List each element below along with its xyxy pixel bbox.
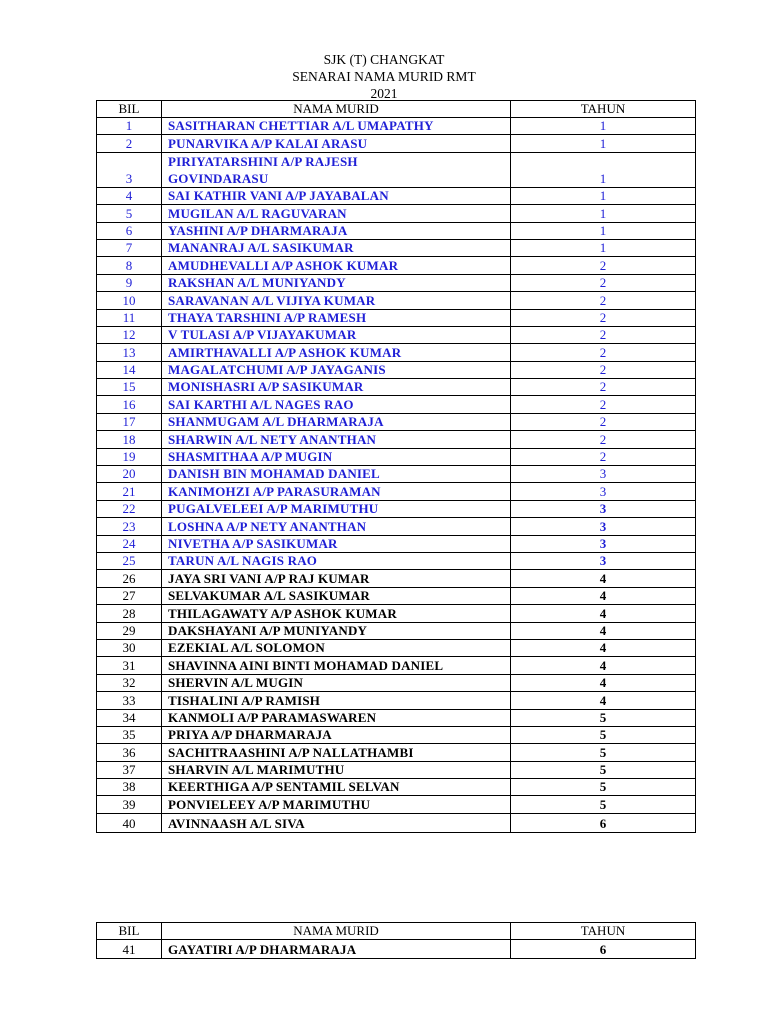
student-name-cell: MUGILAN A/L RAGUVARAN (162, 205, 511, 222)
table-row (97, 587, 696, 604)
table-row (97, 309, 696, 326)
bil-cell: 29 (97, 622, 162, 639)
bil-cell: 20 (97, 466, 162, 483)
student-name-cell (162, 152, 511, 187)
table-row (97, 657, 696, 674)
bil-cell: 10 (97, 292, 162, 309)
bil-cell: 32 (97, 674, 162, 691)
student-name-cell: DANISH BIN MOHAMAD DANIEL (162, 466, 511, 483)
table-row (97, 431, 696, 448)
table-row (97, 292, 696, 309)
student-name-cell: THILAGAWATY A/P ASHOK KUMAR (162, 605, 511, 622)
tahun-cell: 1 (511, 239, 696, 256)
tahun-cell: 3 (511, 535, 696, 552)
bil-cell: 22 (97, 500, 162, 517)
student-name-cell: SELVAKUMAR A/L SASIKUMAR (162, 587, 511, 604)
bil-cell: 2 (97, 135, 162, 152)
tahun-cell: 6 (511, 813, 696, 832)
student-name-line-2: GOVINDARASU (168, 170, 269, 186)
bil-cell: 36 (97, 744, 162, 761)
student-name-cell: SARAVANAN A/L VIJIYA KUMAR (162, 292, 511, 309)
tahun-cell: 3 (511, 518, 696, 535)
table-row (97, 813, 696, 832)
table-row (97, 344, 696, 361)
tahun-cell: 3 (511, 483, 696, 500)
table-row (97, 413, 696, 430)
table-row (97, 152, 696, 187)
tahun-cell: 2 (511, 292, 696, 309)
tahun-cell: 1 (511, 205, 696, 222)
tahun-cell: 3 (511, 466, 696, 483)
tahun-cell: 2 (511, 431, 696, 448)
tahun-cell: 4 (511, 692, 696, 709)
table-row (97, 744, 696, 761)
student-name-cell: SACHITRAASHINI A/P NALLATHAMBI (162, 744, 511, 761)
tahun-cell: 2 (511, 257, 696, 274)
student-name-cell: MANANRAJ A/L SASIKUMAR (162, 239, 511, 256)
tahun-cell: 5 (511, 779, 696, 796)
tahun-cell: 2 (511, 274, 696, 291)
tahun-cell: 4 (511, 570, 696, 587)
tahun-cell: 2 (511, 326, 696, 343)
bil-cell: 41 (97, 940, 162, 959)
table-row (97, 222, 696, 239)
tahun-cell: 1 (511, 118, 696, 135)
bil-cell: 12 (97, 326, 162, 343)
tahun-cell: 2 (511, 361, 696, 378)
table-row (97, 500, 696, 517)
student-name-cell: KEERTHIGA A/P SENTAMIL SELVAN (162, 779, 511, 796)
table-row (97, 552, 696, 569)
bil-cell: 9 (97, 274, 162, 291)
tahun-cell: 1 (511, 152, 696, 187)
tahun-cell: 5 (511, 709, 696, 726)
table-row (97, 622, 696, 639)
header-nama-murid: NAMA MURID (162, 923, 511, 940)
tahun-cell: 1 (511, 187, 696, 204)
table-row (97, 396, 696, 413)
student-name-cell: PRIYA A/P DHARMARAJA (162, 726, 511, 743)
tahun-cell: 1 (511, 222, 696, 239)
student-name-cell: SHANMUGAM A/L DHARMARAJA (162, 413, 511, 430)
bil-cell: 15 (97, 379, 162, 396)
bil-cell: 13 (97, 344, 162, 361)
student-name-cell: TARUN A/L NAGIS RAO (162, 552, 511, 569)
bil-cell: 24 (97, 535, 162, 552)
header-tahun: TAHUN (511, 923, 696, 940)
bil-cell: 25 (97, 552, 162, 569)
bil-cell: 7 (97, 239, 162, 256)
student-name-cell: PUNARVIKA A/P KALAI ARASU (162, 135, 511, 152)
bil-cell: 14 (97, 361, 162, 378)
student-name-cell: AMIRTHAVALLI A/P ASHOK KUMAR (162, 344, 511, 361)
table-row (97, 205, 696, 222)
tahun-cell: 2 (511, 309, 696, 326)
bil-cell: 40 (97, 813, 162, 832)
table-row (97, 466, 696, 483)
table-row (97, 709, 696, 726)
tahun-cell: 1 (511, 135, 696, 152)
bil-cell: 23 (97, 518, 162, 535)
student-name-cell: V TULASI A/P VIJAYAKUMAR (162, 326, 511, 343)
student-name-line-1: PIRIYATARSHINI A/P RAJESH (168, 153, 358, 169)
table-row (97, 796, 696, 813)
tahun-cell: 4 (511, 587, 696, 604)
student-name-cell: NIVETHA A/P SASIKUMAR (162, 535, 511, 552)
student-name-cell: PUGALVELEEI A/P MARIMUTHU (162, 500, 511, 517)
table-row (97, 118, 696, 135)
tahun-cell: 2 (511, 379, 696, 396)
bil-cell: 27 (97, 587, 162, 604)
tahun-cell: 4 (511, 639, 696, 656)
table-row (97, 448, 696, 465)
student-name-cell: PONVIELEEY A/P MARIMUTHU (162, 796, 511, 813)
tahun-cell: 4 (511, 674, 696, 691)
student-name-cell: RAKSHAN A/L MUNIYANDY (162, 274, 511, 291)
tahun-cell: 5 (511, 761, 696, 778)
bil-cell: 3 (97, 152, 162, 187)
table-row (97, 535, 696, 552)
student-name-cell: TISHALINI A/P RAMISH (162, 692, 511, 709)
table-row (97, 187, 696, 204)
student-name-cell: SHARVIN A/L MARIMUTHU (162, 761, 511, 778)
header-bil: BIL (97, 923, 162, 940)
bil-cell: 1 (97, 118, 162, 135)
student-name-cell: AVINNAASH A/L SIVA (162, 813, 511, 832)
student-table-continued (96, 922, 696, 959)
student-name-cell: YASHINI A/P DHARMARAJA (162, 222, 511, 239)
tahun-cell: 4 (511, 657, 696, 674)
table-header-row (97, 101, 696, 118)
student-name-cell: JAYA SRI VANI A/P RAJ KUMAR (162, 570, 511, 587)
student-name-cell: KANMOLI A/P PARAMASWAREN (162, 709, 511, 726)
bil-cell: 31 (97, 657, 162, 674)
bil-cell: 26 (97, 570, 162, 587)
table-row (97, 361, 696, 378)
student-name-cell: SASITHARAN CHETTIAR A/L UMAPATHY (162, 118, 511, 135)
bil-cell: 16 (97, 396, 162, 413)
table-row (97, 326, 696, 343)
student-name-cell: DAKSHAYANI A/P MUNIYANDY (162, 622, 511, 639)
student-name-cell: MAGALATCHUMI A/P JAYAGANIS (162, 361, 511, 378)
student-name-cell: SAI KATHIR VANI A/P JAYABALAN (162, 187, 511, 204)
student-name-cell: AMUDHEVALLI A/P ASHOK KUMAR (162, 257, 511, 274)
bil-cell: 4 (97, 187, 162, 204)
table-row (97, 674, 696, 691)
bil-cell: 5 (97, 205, 162, 222)
bil-cell: 21 (97, 483, 162, 500)
bil-cell: 33 (97, 692, 162, 709)
table-row (97, 940, 696, 959)
table-row (97, 483, 696, 500)
student-name-cell: SHARWIN A/L NETY ANANTHAN (162, 431, 511, 448)
document-header (0, 51, 768, 102)
table-row (97, 726, 696, 743)
table-header-row (97, 923, 696, 940)
year: 2021 (370, 86, 398, 101)
bil-cell: 37 (97, 761, 162, 778)
table-row (97, 761, 696, 778)
tahun-cell: 2 (511, 344, 696, 361)
tahun-cell: 3 (511, 552, 696, 569)
student-table (96, 100, 696, 833)
school-name: SJK (T) CHANGKAT (323, 52, 445, 67)
student-name-cell: KANIMOHZI A/P PARASURAMAN (162, 483, 511, 500)
table-row (97, 518, 696, 535)
student-name-cell: GAYATIRI A/P DHARMARAJA (162, 940, 511, 959)
student-name-cell: LOSHNA A/P NETY ANANTHAN (162, 518, 511, 535)
table-row (97, 779, 696, 796)
table-row (97, 379, 696, 396)
bil-cell: 18 (97, 431, 162, 448)
bil-cell: 30 (97, 639, 162, 656)
bil-cell: 34 (97, 709, 162, 726)
tahun-cell: 3 (511, 500, 696, 517)
student-name-cell: SHAVINNA AINI BINTI MOHAMAD DANIEL (162, 657, 511, 674)
header-tahun: TAHUN (511, 101, 696, 118)
student-name-cell: SHASMITHAA A/P MUGIN (162, 448, 511, 465)
student-name-cell: SHERVIN A/L MUGIN (162, 674, 511, 691)
table-row (97, 274, 696, 291)
table-row (97, 257, 696, 274)
tahun-cell: 5 (511, 744, 696, 761)
tahun-cell: 5 (511, 726, 696, 743)
student-name-cell: MONISHASRI A/P SASIKUMAR (162, 379, 511, 396)
tahun-cell: 5 (511, 796, 696, 813)
bil-cell: 17 (97, 413, 162, 430)
bil-cell: 19 (97, 448, 162, 465)
table-row (97, 239, 696, 256)
table-row (97, 135, 696, 152)
student-name-cell: SAI KARTHI A/L NAGES RAO (162, 396, 511, 413)
bil-cell: 8 (97, 257, 162, 274)
table-row (97, 639, 696, 656)
list-title: SENARAI NAMA MURID RMT (292, 69, 476, 84)
table-row (97, 692, 696, 709)
tahun-cell: 4 (511, 605, 696, 622)
tahun-cell: 4 (511, 622, 696, 639)
table-row (97, 570, 696, 587)
header-nama-murid: NAMA MURID (162, 101, 511, 118)
table-row (97, 605, 696, 622)
tahun-cell: 2 (511, 396, 696, 413)
student-name-cell: THAYA TARSHINI A/P RAMESH (162, 309, 511, 326)
header-bil: BIL (97, 101, 162, 118)
bil-cell: 11 (97, 309, 162, 326)
student-name-cell: EZEKIAL A/L SOLOMON (162, 639, 511, 656)
bil-cell: 6 (97, 222, 162, 239)
bil-cell: 28 (97, 605, 162, 622)
bil-cell: 35 (97, 726, 162, 743)
bil-cell: 39 (97, 796, 162, 813)
tahun-cell: 2 (511, 413, 696, 430)
tahun-cell: 2 (511, 448, 696, 465)
tahun-cell: 6 (511, 940, 696, 959)
bil-cell: 38 (97, 779, 162, 796)
